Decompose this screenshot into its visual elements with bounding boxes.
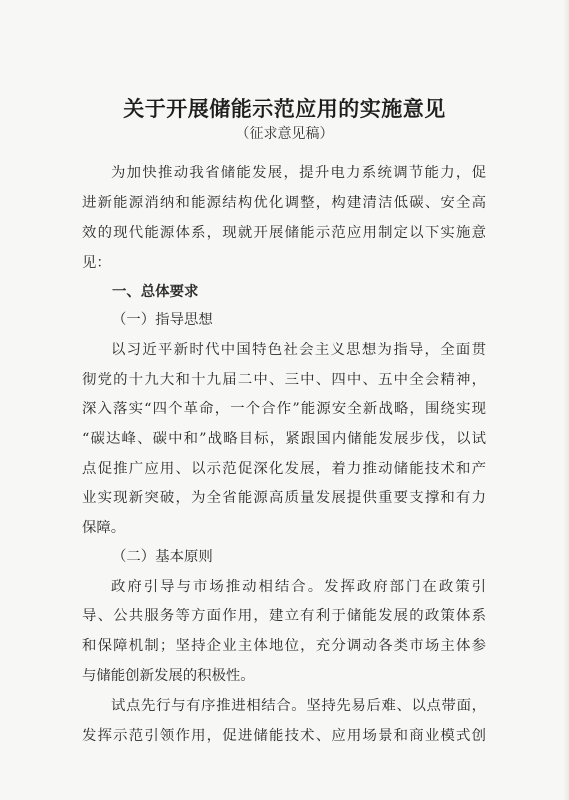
document-subtitle: （征求意见稿） [235,126,334,142]
intro-line: 进新能源消纳和能源结构优化调整，构建清洁低碳、安全高 [82,195,486,211]
principle-line: 导、公共服务等方面作用，建立有利于储能发展的政策体系 [82,608,486,624]
guiding-line: “碳达峰、碳中和”战略目标，紧跟国内储能发展步伐，以试 [82,431,486,447]
principle-line: 和保障机制；坚持企业主体地位，充分调动各类市场主体参 [82,638,486,654]
principle-line: 发挥示范引领作用，促进储能技术、应用场景和商业模式创 [82,728,486,744]
guiding-line: 点促推广应用、以示范促深化发展，着力推动储能技术和产 [82,461,486,477]
principle-line: 试点先行与有序推进相结合。坚持先易后难、以点带面， [111,698,486,714]
guiding-line: 保障。 [82,520,126,536]
principle-line: 与储能创新发展的积极性。 [82,668,255,684]
section-heading: 一、总体要求 [112,284,199,300]
guiding-line: 深入落实“四个革命，一个合作”能源安全新战略，围绕实现 [82,401,486,417]
intro-line: 效的现代能源体系，现就开展储能示范应用制定以下实施意 [82,225,486,241]
guiding-line: 彻党的十九大和十九届二中、三中、四中、五中全会精神， [82,372,486,388]
principle-line: 政府引导与市场推动相结合。发挥政府部门在政策引 [111,579,486,595]
guiding-line: 以习近平新时代中国特色社会主义思想为指导，全面贯 [111,342,486,358]
subsection-heading: （二）基本原则 [112,549,213,565]
guiding-line: 业实现新突破，为全省能源高质量发展提供重要支撑和有力 [82,490,486,506]
intro-line: 为加快推动我省储能发展，提升电力系统调节能力，促 [111,165,486,181]
subsection-heading: （一）指导思想 [112,312,213,328]
intro-line: 见： [82,255,111,271]
document-title: 关于开展储能示范应用的实施意见 [123,96,446,121]
